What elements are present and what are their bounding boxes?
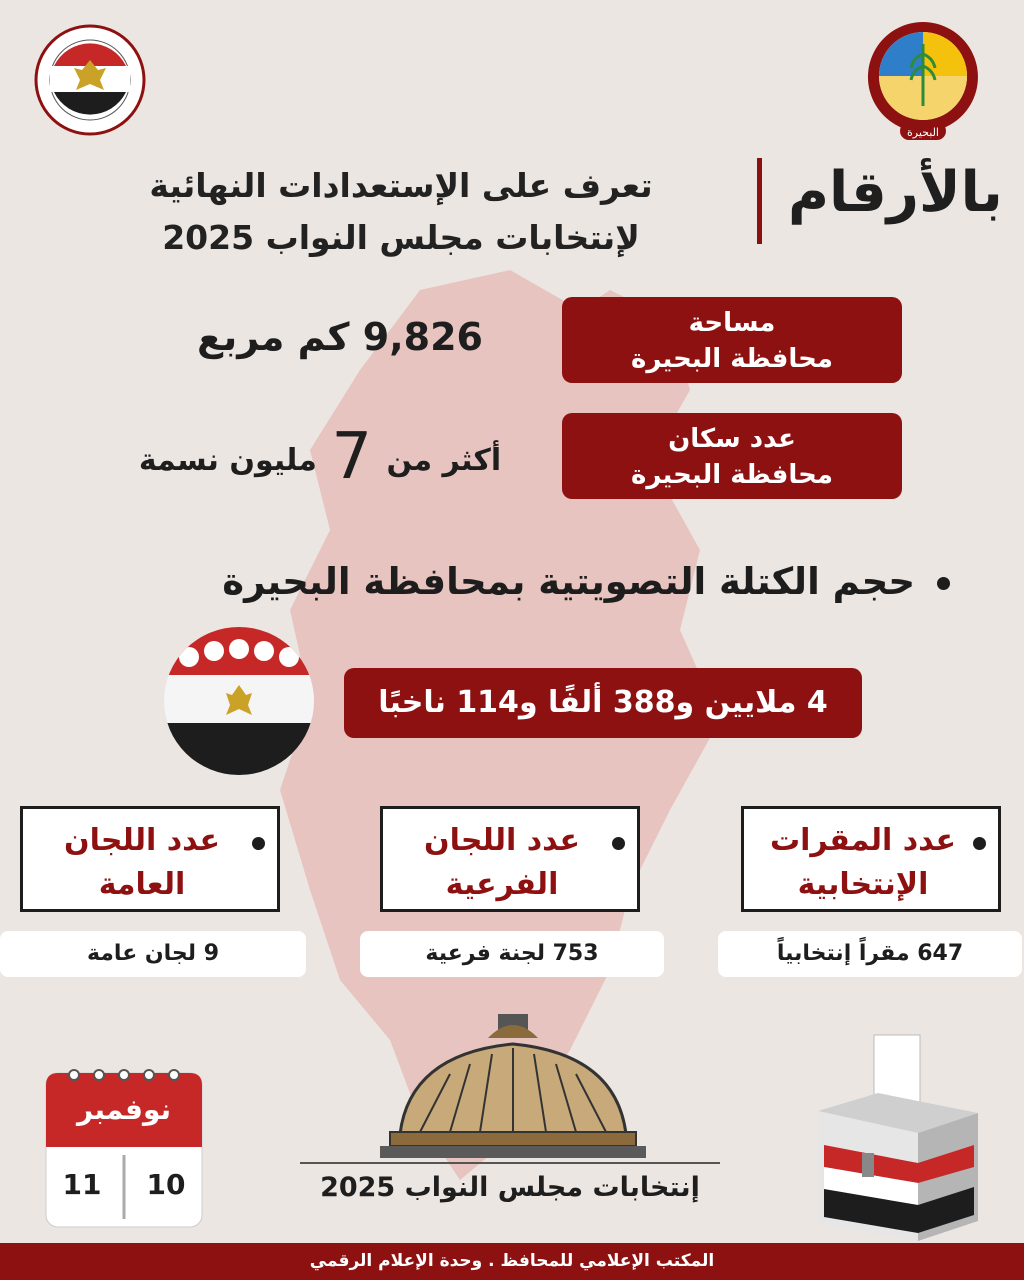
brand-title: بالأرقام [788, 160, 1003, 225]
caption-divider [300, 1162, 720, 1164]
stat-value-sub-committees: 753 لجنة فرعية [360, 931, 664, 977]
caption: إنتخابات مجلس النواب 2025 [320, 1172, 700, 1203]
bullet-icon [252, 837, 265, 850]
stat-label [758, 819, 968, 907]
calendar-day-2: 11 [62, 1168, 102, 1201]
stat-label-line-1: عدد اللجان [64, 823, 220, 858]
bullet-icon [612, 837, 625, 850]
header-divider [757, 158, 762, 244]
area-label-line-1: مساحة [688, 308, 776, 338]
headline-line-2: لإنتخابات مجلس النواب 2025 [162, 218, 640, 257]
population-prefix: أكثر من [386, 443, 502, 478]
area-label-box [562, 297, 902, 383]
calendar-day-1: 10 [146, 1168, 186, 1201]
footer-credit: المكتب الإعلامي للمحافظ . وحدة الإعلام الرقمي [0, 1243, 1024, 1280]
voters-illustration [164, 627, 314, 775]
population-label-line-1: عدد سكان [668, 424, 796, 454]
stat-box-general-committees [20, 806, 280, 912]
ballot-box-icon [818, 1033, 978, 1243]
stat-value-electoral-sites: 647 مقراً إنتخابياً [718, 931, 1022, 977]
beheira-governorate-logo [860, 14, 986, 144]
stat-label-line-1: عدد اللجان [424, 823, 580, 858]
stat-value-general-committees: 9 لجان عامة [0, 931, 306, 977]
stat-label-line-2: الفرعية [445, 867, 559, 902]
population-value [120, 420, 520, 494]
stat-label-line-1: عدد المقرات [769, 823, 956, 858]
voting-bloc-title [90, 560, 950, 603]
voting-bloc-value: 4 ملايين و388 ألفًا و114 ناخبًا [344, 668, 862, 738]
stat-label-line-2: الإنتخابية [797, 867, 929, 902]
stat-label [397, 819, 607, 907]
national-election-authority-logo [34, 24, 146, 136]
population-number: 7 [331, 420, 373, 494]
area-value: 9,826 كم مربع [197, 315, 483, 359]
bullet-icon [937, 577, 950, 590]
population-label-line-2: محافظة البحيرة [631, 460, 833, 490]
headline-line-1: تعرف على الإستعدادات النهائية [149, 166, 653, 205]
calendar-icon [44, 1063, 204, 1229]
population-label-box [562, 413, 902, 499]
stat-box-sub-committees [380, 806, 640, 912]
voters-flag-icon [164, 627, 314, 775]
stat-box-electoral-sites [741, 806, 1001, 912]
stat-label-line-2: العامة [98, 867, 186, 902]
parliament-dome-icon [380, 1014, 646, 1162]
area-label-line-2: محافظة البحيرة [631, 344, 833, 374]
bullet-icon [973, 837, 986, 850]
headline [95, 160, 707, 264]
calendar-month: نوفمبر [76, 1093, 172, 1126]
population-suffix: مليون نسمة [138, 443, 317, 478]
stat-label [37, 819, 247, 907]
voting-bloc-title-text: حجم الكتلة التصويتية بمحافظة البحيرة [222, 560, 915, 603]
governorate-logo-text: البحيرة [907, 126, 939, 139]
